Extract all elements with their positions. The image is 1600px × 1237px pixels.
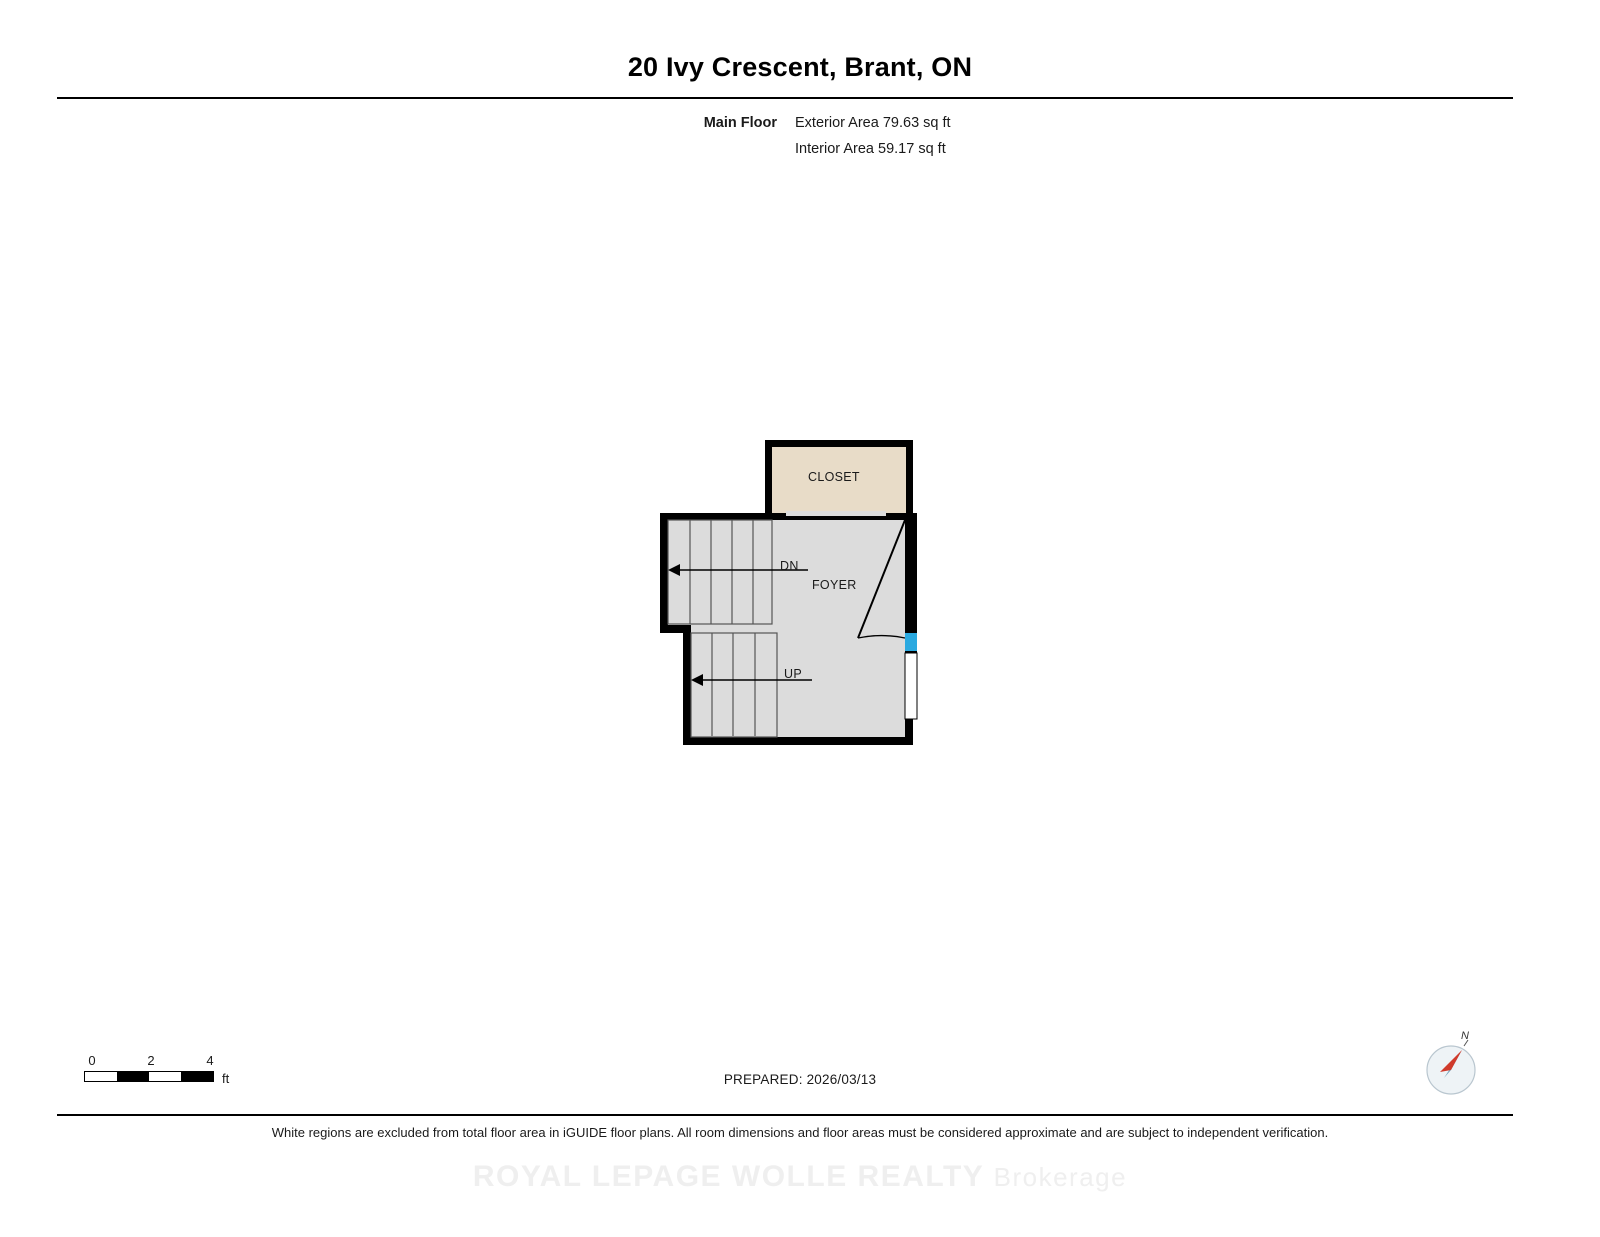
scale-ticks [84, 1053, 254, 1071]
scale-tick-0: 0 [88, 1053, 96, 1068]
stairs-down-label: DN [780, 559, 799, 573]
stairs-up-label: UP [784, 667, 802, 681]
window [905, 633, 917, 651]
closet-opening [786, 511, 886, 516]
brokerage-watermark [0, 1160, 1600, 1194]
floor-label-spacer [640, 136, 795, 162]
exterior-area-value: Exterior Area 79.63 sq ft [795, 115, 951, 131]
stairs-down-block [668, 520, 772, 624]
compass-rose [1418, 1030, 1488, 1100]
closet-room-label: CLOSET [808, 470, 860, 484]
floor-plan-drawing [660, 425, 940, 755]
foyer-room-label: FOYER [812, 578, 857, 592]
page-title: 20 Ivy Crescent, Brant, ON [627, 52, 973, 82]
floor-plan-svg [660, 425, 940, 755]
disclaimer-text: White regions are excluded from total floor area in iGUIDE floor plans. All room dimensions and floor areas must be considered approximate and are subject to independent verification. [271, 1125, 1329, 1140]
header-divider [57, 97, 1513, 99]
interior-area-value: Interior Area 59.17 sq ft [795, 141, 946, 157]
scale-unit-label: ft [222, 1071, 230, 1086]
area-row-interior [640, 136, 1160, 162]
area-row-exterior [640, 110, 1160, 136]
wall-recess [905, 653, 917, 719]
prepared-date: PREPARED: 2026/03/13 [723, 1072, 877, 1087]
stairs-up-block [691, 633, 777, 737]
footer-divider [57, 1114, 1513, 1116]
area-summary [640, 110, 1160, 162]
watermark-sub: Brokerage [993, 1162, 1128, 1192]
scale-tick-4: 4 [206, 1053, 214, 1068]
watermark-main: ROYAL LEPAGE WOLLE REALTY [472, 1160, 984, 1193]
scale-tick-2: 2 [147, 1053, 155, 1068]
compass-icon [1418, 1030, 1488, 1100]
compass-north-label: N [1461, 1030, 1469, 1042]
floor-label: Main Floor [703, 115, 777, 131]
